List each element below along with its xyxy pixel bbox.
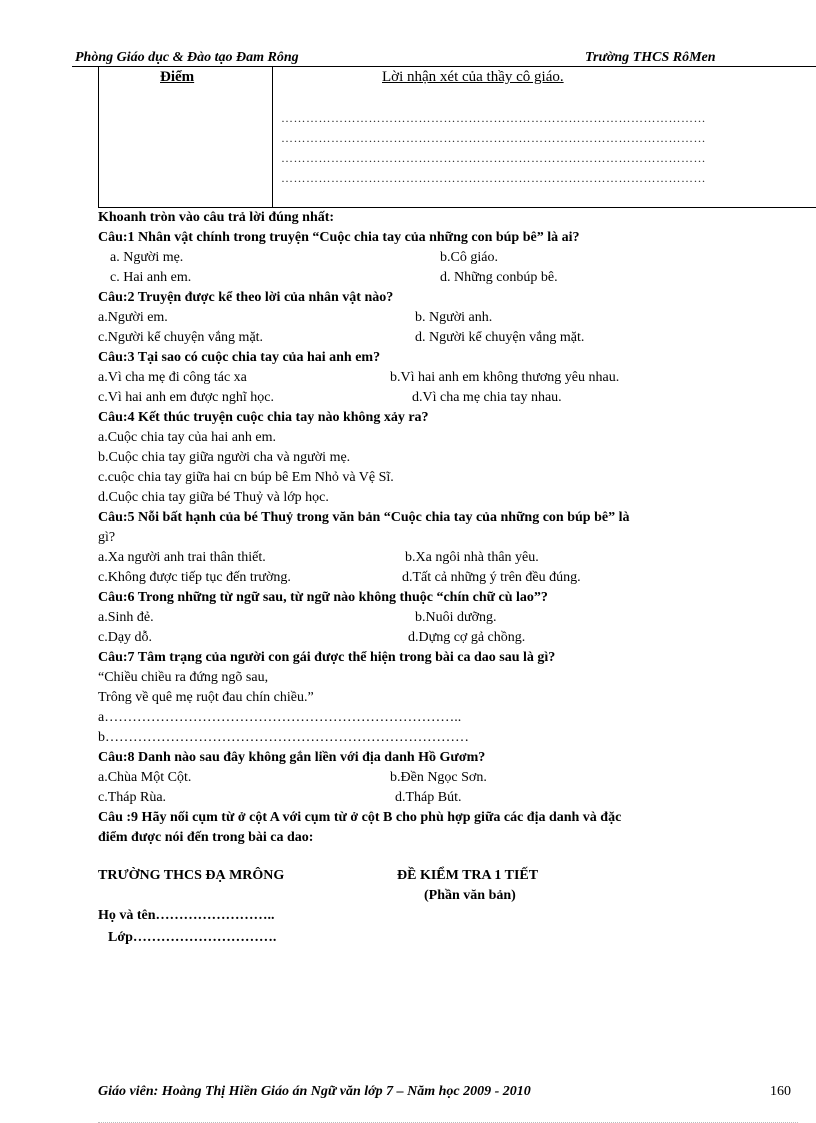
name-field: Họ và tên……………………..: [98, 908, 275, 923]
option: d.Tháp Bút.: [395, 790, 462, 805]
answer-line: b……………………………………………………………………: [98, 730, 469, 745]
question-9-cont: điểm được nói đến trong bài ca dao:: [98, 830, 314, 845]
question-2: Câu:2 Truyện được kể theo lời của nhân vật nào?: [98, 290, 394, 305]
question-6: Câu:6 Trong những từ ngữ sau, từ ngữ nào không thuộc “chín chữ cù lao”?: [98, 590, 548, 605]
score-box-divider: [272, 66, 273, 208]
option: a.Chùa Một Cột.: [98, 770, 192, 785]
comment-line: …………………………………………………………………………………………: [281, 171, 706, 185]
question-1: Câu:1 Nhân vật chính trong truyện “Cuộc chia tay của những con búp bê” là ai?: [98, 230, 580, 245]
header-left: Phòng Giáo dục & Đào tạo Đam Rông: [75, 50, 299, 65]
option: d.Vì cha mẹ chia tay nhau.: [412, 390, 562, 405]
question-5-cont: gì?: [98, 530, 116, 545]
question-4: Câu:4 Kết thúc truyện cuộc chia tay nào không xảy ra?: [98, 410, 429, 425]
option: a.Xa người anh trai thân thiết.: [98, 550, 266, 565]
option: c.cuộc chia tay giữa hai cn búp bê Em Nhỏ và Vệ Sĩ.: [98, 470, 394, 485]
option: a. Người mẹ.: [110, 250, 184, 265]
option: d.Tất cả những ý trên đều đúng.: [402, 570, 581, 585]
option: d.Cuộc chia tay giữa bé Thuỷ và lớp học.: [98, 490, 329, 505]
question-9: Câu :9 Hãy nối cụm từ ở cột A với cụm từ ở cột B cho phù hợp giữa các địa danh và đặc: [98, 810, 622, 825]
question-8: Câu:8 Danh nào sau đây không gắn liền với địa danh Hồ Gươm?: [98, 750, 486, 765]
instruction: Khoanh tròn vào câu trả lời đúng nhất:: [98, 210, 335, 225]
question-7: Câu:7 Tâm trạng của người con gái được thể hiện trong bài ca dao sau là gì?: [98, 650, 556, 665]
question-5: Câu:5 Nỗi bất hạnh của bé Thuỷ trong văn bản “Cuộc chia tay của những con búp bê” là: [98, 510, 630, 525]
option: a.Người em.: [98, 310, 168, 325]
option: c.Dạy dỗ.: [98, 630, 153, 645]
option: c. Hai anh em.: [110, 270, 192, 285]
option: b.Nuôi dưỡng.: [415, 610, 497, 625]
option: c.Người kể chuyện vắng mặt.: [98, 330, 264, 345]
option: b.Xa ngôi nhà thân yêu.: [405, 550, 539, 565]
option: d.Dựng cợ gả chồng.: [408, 630, 526, 645]
school-name: TRƯỜNG THCS ĐẠ MRÔNG: [98, 868, 285, 883]
poem-line: “Chiều chiều ra đứng ngõ sau,: [98, 670, 269, 685]
page-number: 160: [770, 1084, 791, 1099]
option: c.Không được tiếp tục đến trường.: [98, 570, 291, 585]
option: d. Những conbúp bê.: [440, 270, 558, 285]
comment-line: …………………………………………………………………………………………: [281, 131, 706, 145]
exam-subtitle: (Phần văn bản): [424, 888, 516, 903]
option: a.Cuộc chia tay của hai anh em.: [98, 430, 277, 445]
option: c.Tháp Rùa.: [98, 790, 167, 805]
option: c.Vì hai anh em được nghĩ học.: [98, 390, 274, 405]
option: b.Vì hai anh em không thương yêu nhau.: [390, 370, 620, 385]
option: b. Người anh.: [415, 310, 493, 325]
question-3: Câu:3 Tại sao có cuộc chia tay của hai anh em?: [98, 350, 381, 365]
exam-title: ĐỀ KIỂM TRA 1 TIẾT: [397, 868, 539, 883]
option: b.Cuộc chia tay giữa người cha và người mẹ.: [98, 450, 351, 465]
class-field: Lớp………………………….: [108, 930, 277, 945]
comment-line: …………………………………………………………………………………………: [281, 111, 706, 125]
poem-line: Trông về quê mẹ ruột đau chín chiều.”: [98, 690, 314, 705]
comment-label: Lời nhận xét của thầy cô giáo.: [382, 69, 564, 85]
option: b.Đền Ngọc Sơn.: [390, 770, 487, 785]
option: b.Cô giáo.: [440, 250, 498, 265]
option: d. Người kể chuyện vắng mặt.: [415, 330, 585, 345]
option: a.Sinh đẻ.: [98, 610, 154, 625]
answer-line: a…………………………………………………………………..: [98, 710, 462, 725]
comment-line: …………………………………………………………………………………………: [281, 151, 706, 165]
option: a.Vì cha mẹ đi công tác xa: [98, 370, 247, 385]
footer-left: Giáo viên: Hoàng Thị Hiền Giáo án Ngữ văn lớp 7 – Năm học 2009 - 2010: [98, 1084, 531, 1099]
score-label: Điểm: [160, 69, 195, 85]
header-right: Trường THCS RôMen: [585, 50, 716, 65]
